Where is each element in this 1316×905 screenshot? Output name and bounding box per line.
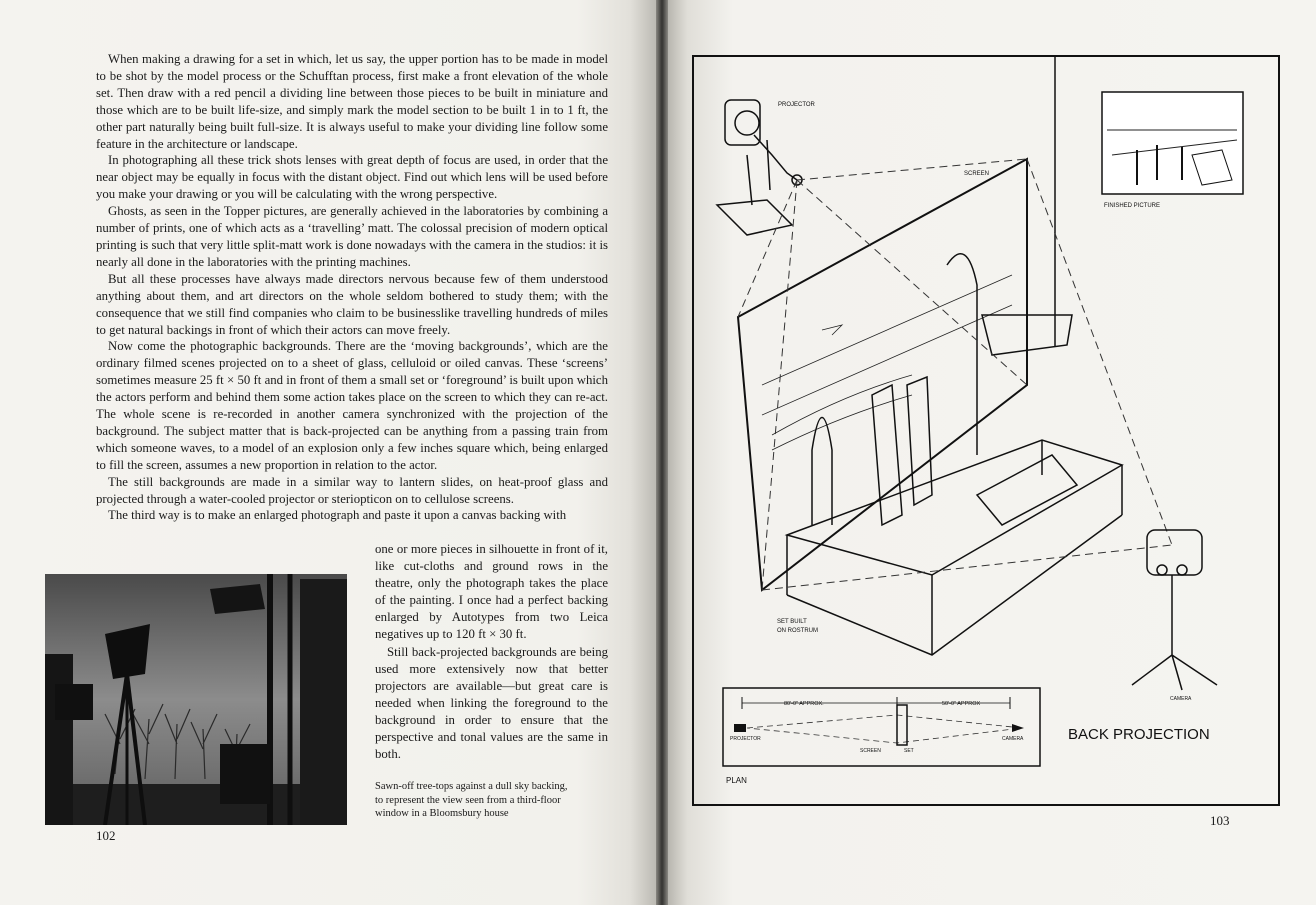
set-built-label: SET BUILT <box>777 619 807 625</box>
paragraph: Now come the photographic backgrounds. There are the ‘moving backgrounds’, which are the ordinary filmed scenes projected on to a sheet of glass, celluloid or oiled canvas. These ‘screens’ sometimes measure 25 ft × 50 ft and in front of them a small set or ‘foreground’ is built upon which the actors perform and behind them some action takes place on the screen to which they can re-act. The whole scene is re-recorded in another camera synchronized with the projection of the background. The subject matter that is back-projected can be anything from a passing train from which someone waves, to a model of an explosion only a few inches square which, being enlarged to fill the screen, assumes a new proportion in relation to the actor. <box>96 339 608 472</box>
plan-view <box>723 688 1040 766</box>
paragraph: Ghosts, as seen in the Topper pictures, are generally achieved in the laboratories by combining a number of prints, one of which acts as a ‘travelling’ matt. The colossal precision of modern optical printing is such that very little split-matt work is done nowadays with the camera in the studios: it is nearly all done in the laboratories with the printing machines. <box>96 204 608 269</box>
plan-camera-label: CAMERA <box>1002 736 1024 742</box>
book-gutter <box>656 0 668 905</box>
page-number-left: 102 <box>96 828 116 843</box>
plan-label: PLAN <box>726 776 747 785</box>
paragraph: In photographing all these trick shots lenses with great depth of focus are used, in order that the near object may be equally in focus with the distant object. Find out which lens will be used before you make your drawing or you will be calculating with the wrong perspective. <box>96 153 608 202</box>
plan-screen-label: SCREEN <box>860 748 881 754</box>
paragraph: one or more pieces in silhouette in front of it, like cut-cloths and ground rows in the theatre, only the photograph takes the place of the painting. I once had a perfect backing enlarged by Autotypes from two Leica negatives up to 120 ft × 30 ft. <box>375 542 608 641</box>
projector-drawing <box>717 100 802 235</box>
plan-set-label: SET <box>904 748 914 754</box>
screen-label: SCREEN <box>964 171 990 177</box>
rostrum-label: ON ROSTRUM <box>777 628 818 634</box>
finished-picture-inset <box>1102 92 1243 194</box>
studio-photograph <box>45 574 347 825</box>
narrow-column-text <box>375 541 608 763</box>
paragraph: The still backgrounds are made in a similar way to lantern slides, on heat-proof glass and projected through a water-cooled projector or steriopticon on to cellulose screens. <box>96 474 608 506</box>
plan-distance-right: 50'-0" APPROX <box>942 701 981 707</box>
caption-line: to represent the view seen from a third-floor <box>375 794 561 806</box>
paragraph: The third way is to make an enlarged photograph and paste it upon a canvas backing with <box>108 508 567 523</box>
rostrum-set-drawing <box>787 254 1122 655</box>
paragraph: But all these processes have always made directors nervous because few of them understood anything about them, and art directors on the whole seldom bothered to study them; with the consequence that we still find companies who claim to be businesslike travelling hundreds of miles to get natural backings in front of which their actors can move freely. <box>96 271 608 337</box>
caption-line: window in a Bloomsbury house <box>375 808 509 819</box>
caption-line: Sawn-off tree-tops against a dull sky backing, <box>375 781 568 792</box>
plan-distance-left: 80'-0" APPROX. <box>784 701 824 707</box>
plan-projector-label: PROJECTOR <box>730 736 761 742</box>
left-page <box>0 0 656 905</box>
camera-drawing <box>1132 530 1217 690</box>
studio-photo-illustration <box>45 574 347 825</box>
camera-label: CAMERA <box>1170 696 1192 702</box>
back-projection-diagram <box>692 55 1280 806</box>
projector-label: PROJECTOR <box>778 102 815 108</box>
screen-scene <box>762 275 1012 450</box>
diagram-title: BACK PROJECTION <box>1068 726 1210 743</box>
photo-caption <box>375 780 605 821</box>
paragraph: When making a drawing for a set in which, let us say, the upper portion has to be made in model to be shot by the model process or the Schufftan process, first make a front elevation of the whole set. Then draw with a red pencil a dividing line between those pieces to be built in miniature and those which are to be built life-size, and simply mark the model section to be built 1 in to 1 ft, the other part naturally being built full-size. It is always useful to make your dividing line follow some feature in the architecture or landscape. <box>96 52 608 151</box>
page-number-right: 103 <box>1210 813 1230 828</box>
body-text <box>96 51 608 524</box>
paragraph: Still back-projected backgrounds are being used more extensively now that better projectors are available—but great care is needed when linking the foreground to the background in order to ensure that the perspective and tonal values are the same in both. <box>375 645 608 761</box>
finished-picture-label: FINISHED PICTURE <box>1104 203 1161 209</box>
